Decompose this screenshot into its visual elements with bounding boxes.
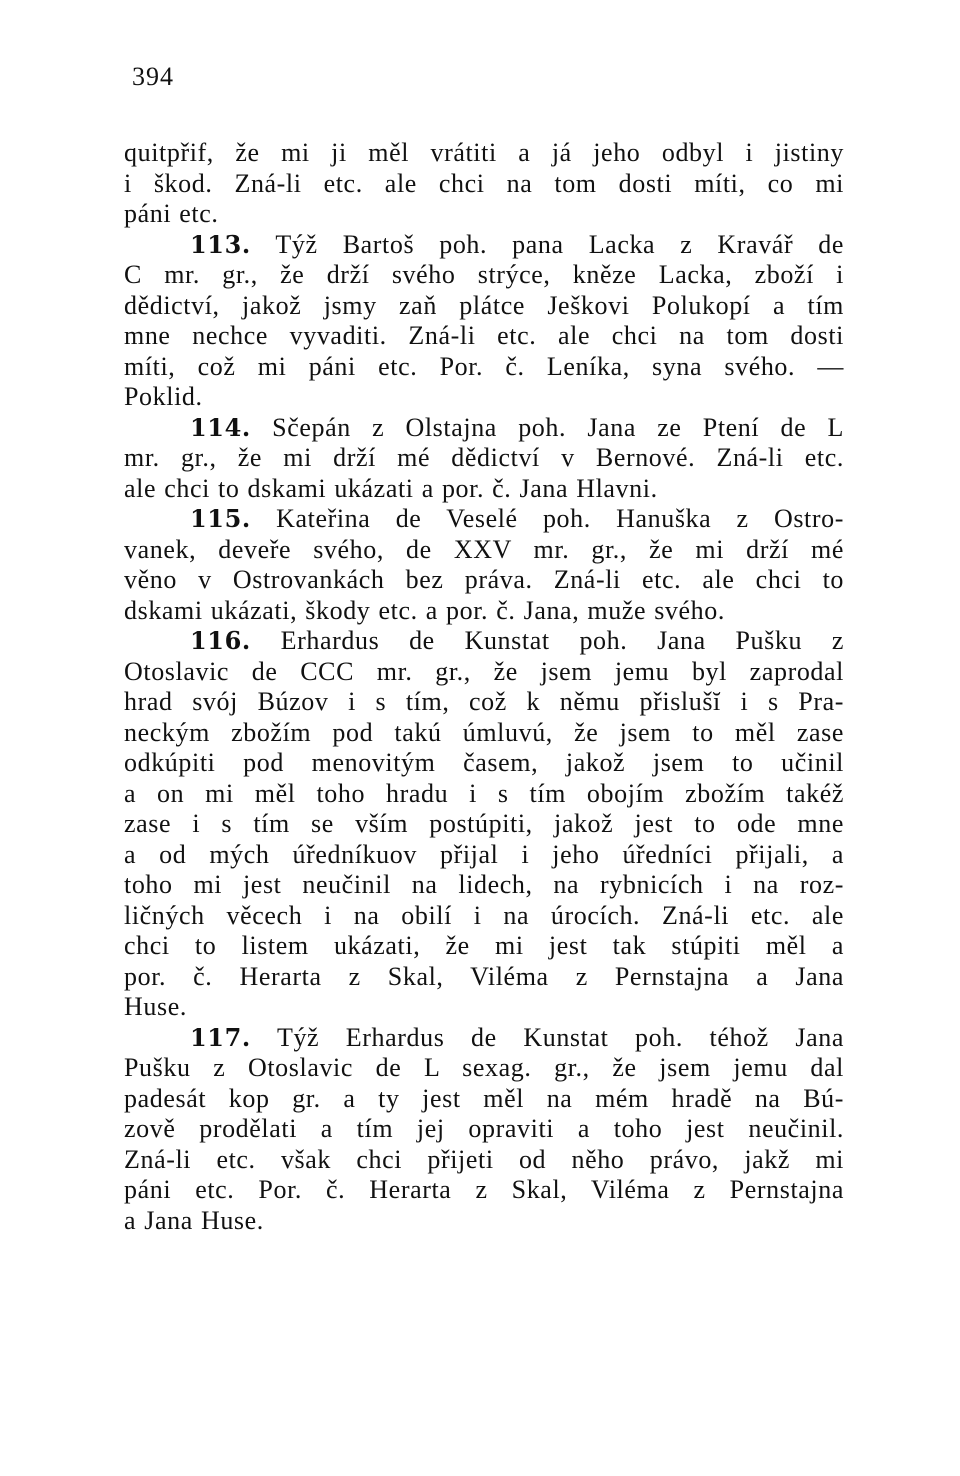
line-text: chci to listem ukázati, že mi jest tak stúpiti měl a xyxy=(124,931,844,960)
entry-number: 116. xyxy=(190,626,251,655)
line-text: mr. gr., že mi drží mé dědictví v Bernové. Zná-li etc. xyxy=(124,443,844,472)
line-text: Huse. xyxy=(124,992,187,1021)
line-text: quitpřif, že mi ji měl vrátiti a já jeho odbyl i jistiny xyxy=(124,138,844,167)
line-text: a Jana Huse. xyxy=(124,1205,264,1235)
text-line xyxy=(124,260,844,291)
text-line xyxy=(124,1053,844,1084)
text-line xyxy=(124,1023,844,1054)
text-line xyxy=(124,474,844,505)
line-text: C mr. gr., že drží svého strýce, kněze Lacka, zboží i xyxy=(124,260,844,289)
text-line xyxy=(124,748,844,779)
line-text: míti, což mi páni etc. Por. č. Leníka, syna svého. — xyxy=(124,351,844,381)
page-number: 394 xyxy=(132,62,174,91)
text-line xyxy=(124,1114,844,1145)
line-text: neckým zbožím pod takú úmluvú, že jsem to měl zase xyxy=(124,717,844,747)
text-line xyxy=(124,779,844,810)
text-line xyxy=(124,504,844,535)
line-text: Poklid. xyxy=(124,382,203,411)
text-line xyxy=(124,840,844,871)
text-line xyxy=(124,443,844,474)
text-line xyxy=(124,382,844,413)
text-line xyxy=(124,1175,844,1206)
body-text xyxy=(124,138,844,1236)
text-line xyxy=(124,809,844,840)
line-text: páni etc. Por. č. Herarta z Skal, Viléma z Pernstajna xyxy=(124,1175,844,1204)
text-line xyxy=(124,565,844,596)
line-text: Týž Bartoš poh. pana Lacka z Kravář de xyxy=(250,229,844,259)
text-line xyxy=(124,992,844,1023)
line-text: padesát kop gr. a ty jest měl na mém hradě na Bú- xyxy=(124,1083,844,1113)
line-text: hrad svój Búzov i s tím, což k němu přislušĭ i s Pra- xyxy=(124,687,844,716)
text-line xyxy=(124,718,844,749)
line-text: páni etc. xyxy=(124,199,219,228)
text-line xyxy=(124,1145,844,1176)
line-text: dskami ukázati, škody etc. a por. č. Jana, muže svého. xyxy=(124,595,725,625)
line-text: vanek, deveře svého, de XXV mr. gr., že mi drží mé xyxy=(124,534,844,564)
line-text: Otoslavic de CCC mr. gr., že jsem jemu byl zaprodal xyxy=(124,656,844,686)
text-line xyxy=(124,931,844,962)
line-text: dědictví, jakož jsmy zaň plátce Ješkovi Polukopí a tím xyxy=(124,290,844,320)
line-text: věno v Ostrovankách bez práva. Zná-li etc. ale chci to xyxy=(124,565,844,594)
line-text: zase i s tím se vším postúpiti, jakož jest to ode mne xyxy=(124,809,844,838)
text-line xyxy=(124,596,844,627)
line-text: Erhardus de Kunstat poh. Jana Pušku z xyxy=(250,626,844,655)
entry-number: 114. xyxy=(190,412,251,442)
text-line xyxy=(124,199,844,230)
entry-number: 115. xyxy=(190,504,251,533)
text-line xyxy=(124,138,844,169)
text-line xyxy=(124,321,844,352)
line-text: ličných věcech i na obilí i na úrocích. Zná-li etc. ale xyxy=(124,900,844,930)
line-text: a od mých úředníkuov přijal i jeho úředníci přijali, a xyxy=(124,839,844,869)
line-text: mne nechce vyvaditi. Zná-li etc. ale chci na tom dosti xyxy=(124,321,844,350)
line-text: Zná-li etc. však chci přijeti od něho právo, jakž mi xyxy=(124,1144,844,1174)
text-line xyxy=(124,1084,844,1115)
line-text: zově prodělati a tím jej opraviti a toho jest neučinil. xyxy=(124,1114,844,1143)
line-text: a on mi měl toho hradu i s tím obojím zbožím takéž xyxy=(124,778,844,808)
line-text: por. č. Herarta z Skal, Viléma z Pernstajna a Jana xyxy=(124,961,844,991)
text-line xyxy=(124,1206,844,1237)
line-text: Pušku z Otoslavic de L sexag. gr., že jsem jemu dal xyxy=(124,1053,844,1082)
line-text: Kateřina de Veselé poh. Hanuška z Ostro- xyxy=(250,504,844,533)
entry-number: 113. xyxy=(190,229,251,259)
line-text: toho mi jest neučinil na lidech, na rybnicích i na roz- xyxy=(124,870,844,899)
line-text: Týž Erhardus de Kunstat poh. téhož Jana xyxy=(250,1022,844,1052)
text-line xyxy=(124,413,844,444)
text-line xyxy=(124,352,844,383)
line-text: i škod. Zná-li etc. ale chci na tom dosti míti, co mi xyxy=(124,168,844,198)
text-line xyxy=(124,291,844,322)
text-line xyxy=(124,535,844,566)
text-line xyxy=(124,626,844,657)
line-text: odkúpiti pod menovitým časem, jakož jsem to učinil xyxy=(124,748,844,777)
line-text: ale chci to dskami ukázati a por. č. Jana Hlavni. xyxy=(124,473,658,503)
entry-number: 117. xyxy=(190,1022,251,1052)
text-line xyxy=(124,657,844,688)
line-text: Sčepán z Olstajna poh. Jana ze Ptení de L xyxy=(250,412,844,442)
text-line xyxy=(124,169,844,200)
text-line xyxy=(124,687,844,718)
text-line xyxy=(124,901,844,932)
text-line xyxy=(124,870,844,901)
text-line xyxy=(124,230,844,261)
text-line xyxy=(124,962,844,993)
